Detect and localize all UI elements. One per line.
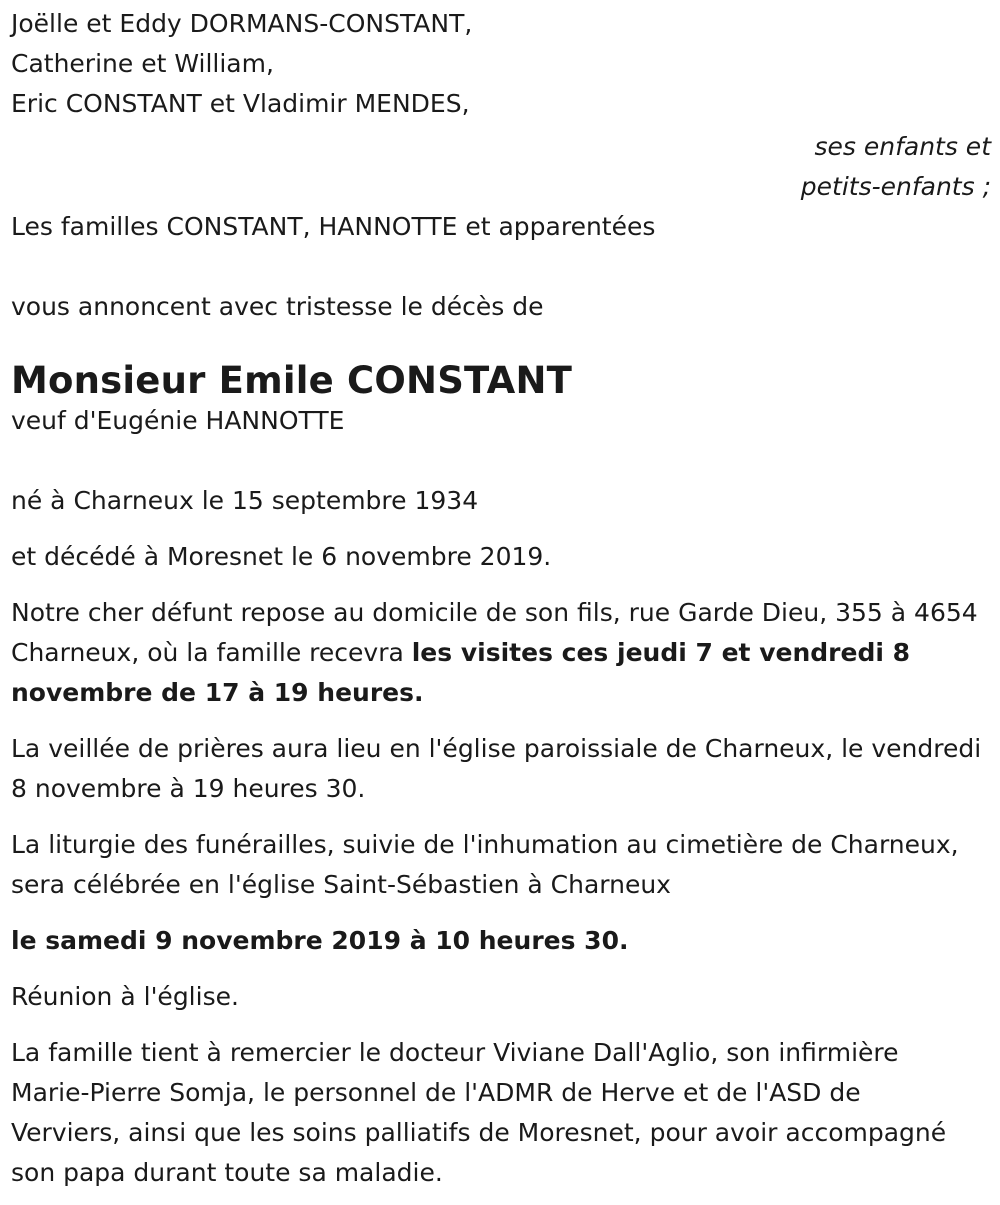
meeting-line: Réunion à l'église. bbox=[11, 982, 239, 1011]
relation-line-2: petits-enfants ; bbox=[800, 172, 991, 201]
visits-bold: les visites ces jeudi 7 et vendredi 8 novembre de 17 à 19 heures. bbox=[11, 638, 911, 707]
spouse-line: veuf d'Eugénie HANNOTTE bbox=[11, 406, 345, 435]
death-line: et décédé à Moresnet le 6 novembre 2019. bbox=[11, 542, 552, 571]
funeral-date: le samedi 9 novembre 2019 à 10 heures 30. bbox=[11, 926, 629, 955]
family-line-1: Joëlle et Eddy DORMANS-CONSTANT, bbox=[11, 9, 473, 38]
vigil-paragraph: La veillée de prières aura lieu en l'église paroissiale de Charneux, le vendredi 8 novembre à 19 heures 30. bbox=[11, 734, 982, 803]
family-line-3: Eric CONSTANT et Vladimir MENDES, bbox=[11, 89, 470, 118]
visits-paragraph bbox=[11, 593, 991, 713]
deceased-name: Monsieur Emile CONSTANT bbox=[11, 359, 573, 402]
birth-line: né à Charneux le 15 septembre 1934 bbox=[11, 486, 479, 515]
families-line: Les familles CONSTANT, HANNOTTE et apparentées bbox=[11, 212, 656, 241]
relation-block bbox=[11, 127, 991, 207]
relation-line-1: ses enfants et bbox=[814, 132, 991, 161]
funeral-paragraph: La liturgie des funérailles, suivie de l'inhumation au cimetière de Charneux, sera célébrée en l'église Saint-Sébastien à Charneux bbox=[11, 830, 959, 899]
visits-text: Notre cher défunt repose au domicile de son fils, rue Garde Dieu, 355 à 4654 Charneux, où la famille recevra bbox=[11, 598, 978, 667]
announcement-line: vous annoncent avec tristesse le décès de bbox=[11, 292, 544, 321]
obituary-notice bbox=[11, 4, 991, 1193]
family-line-2: Catherine et William, bbox=[11, 49, 274, 78]
thanks-paragraph: La famille tient à remercier le docteur Viviane Dall'Aglio, son infirmière Marie-Pierre Somja, le personnel de l'ADMR de Herve et de l'ASD de Verviers, ainsi que les soins palliatifs de Moresnet, pour avoir accompagné son papa durant toute sa maladie. bbox=[11, 1038, 947, 1187]
